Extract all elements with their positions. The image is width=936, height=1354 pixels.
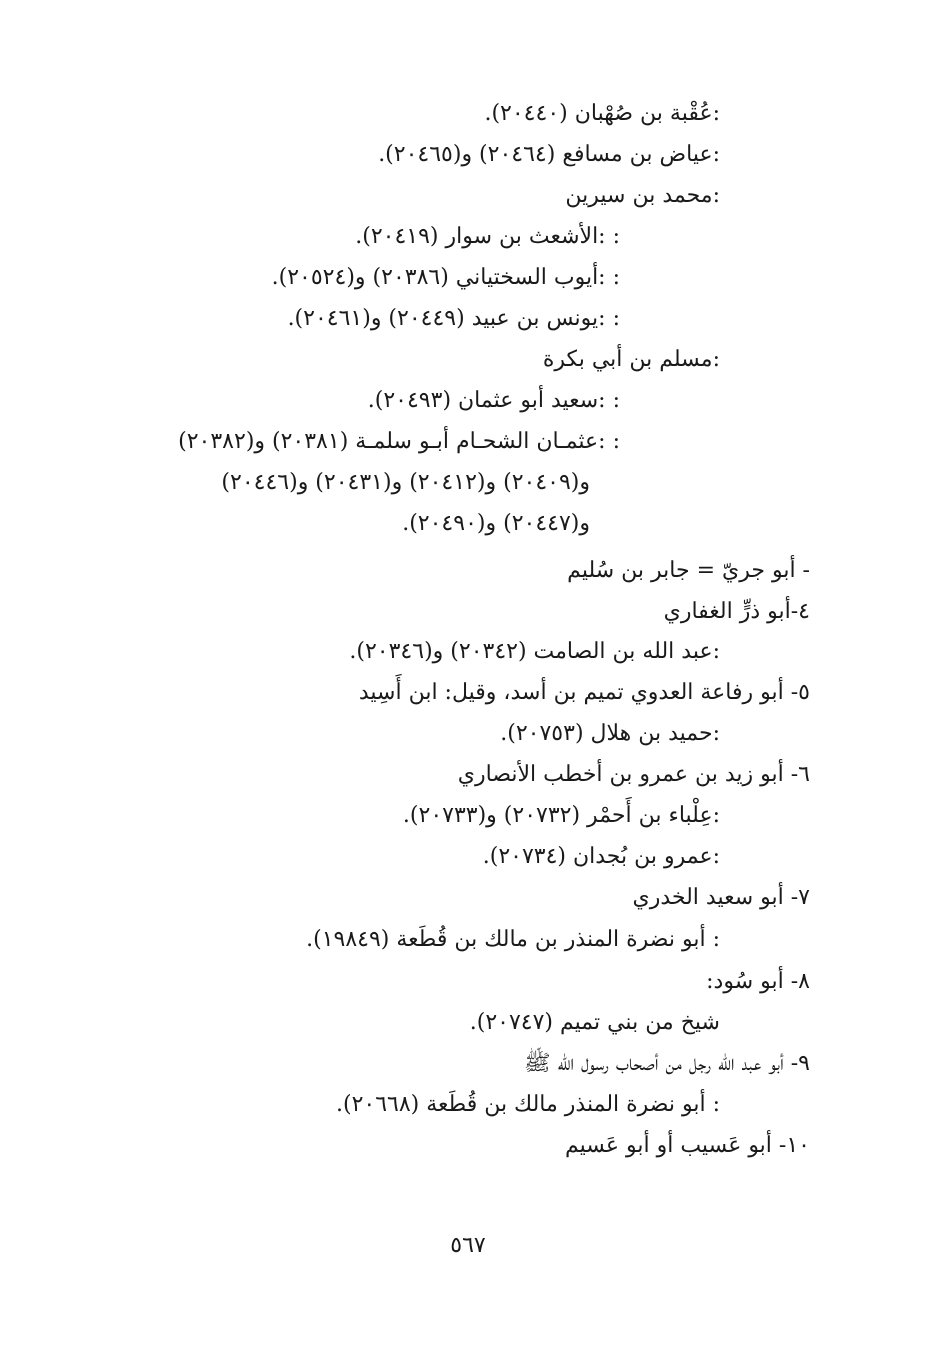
text-line: : :سعيد أبو عثمان (٢٠٤٩٣). xyxy=(367,388,620,413)
text-line: و(٢٠٤٤٧) و(٢٠٤٩٠). xyxy=(402,511,590,536)
text-line: :عُقْبة بن صُهْبان (٢٠٤٤٠). xyxy=(484,101,720,126)
text-line: : أبو نضرة المنذر مالك بن قُطَعة (٢٠٦٦٨). xyxy=(335,1092,720,1117)
text-line: ٧- أبو سعيد الخدري xyxy=(632,885,810,910)
text-line: :عبد الله بن الصامت (٢٠٣٤٢) و(٢٠٣٤٦). xyxy=(349,639,720,664)
text-line: :حميد بن هلال (٢٠٧٥٣). xyxy=(500,721,720,746)
text-line: :مسلم بن أبي بكرة xyxy=(542,347,720,372)
text-line: ١٠- أبو عَسيب أو أبو عَسيم xyxy=(564,1133,810,1158)
text-line: : :عثمـان الشحـام أبـو سلمـة (٢٠٣٨١) و(٢٠٣٨٢) xyxy=(178,429,620,454)
text-line: : :أيوب السختياني (٢٠٣٨٦) و(٢٠٥٢٤). xyxy=(271,265,620,290)
text-line: ٩- أبو عبد الله رجل من أصحاب رسول الله ﷺ xyxy=(524,1051,810,1076)
text-line: :محمد بن سيرين xyxy=(565,183,720,208)
text-line: :عمرو بن بُجدان (٢٠٧٣٤). xyxy=(482,844,720,869)
text-line: شيخ من بني تميم (٢٠٧٤٧). xyxy=(469,1010,720,1035)
text-line: :عِلْباء بن أَحمْر (٢٠٧٣٢) و(٢٠٧٣٣). xyxy=(402,803,720,828)
text-line: : أبو نضرة المنذر بن مالك بن قُطَعة (١٩٨٤٩). xyxy=(306,927,720,952)
text-line: ٤-أبو ذرٍّ الغفاري xyxy=(663,599,810,624)
page-number: ٥٦٧ xyxy=(450,1233,486,1258)
text-line: : :الأشعث بن سوار (٢٠٤١٩). xyxy=(355,224,620,249)
text-line: ٥- أبو رفاعة العدوي تميم بن أسد، وقيل: ابن أَسِيد xyxy=(358,680,810,705)
text-line: و(٢٠٤٠٩) و(٢٠٤١٢) و(٢٠٤٣١) و(٢٠٤٤٦) xyxy=(221,470,590,495)
text-line: ٦- أبو زيد بن عمرو بن أخطب الأنصاري xyxy=(457,762,810,787)
text-line: ٨- أبو سُود: xyxy=(706,969,810,994)
text-line: :عياض بن مسافع (٢٠٤٦٤) و(٢٠٤٦٥). xyxy=(378,142,720,167)
text-line: - أبو جريّ = جابر بن سُليم xyxy=(567,558,810,583)
text-line: : :يونس بن عبيد (٢٠٤٤٩) و(٢٠٤٦١). xyxy=(287,306,620,331)
